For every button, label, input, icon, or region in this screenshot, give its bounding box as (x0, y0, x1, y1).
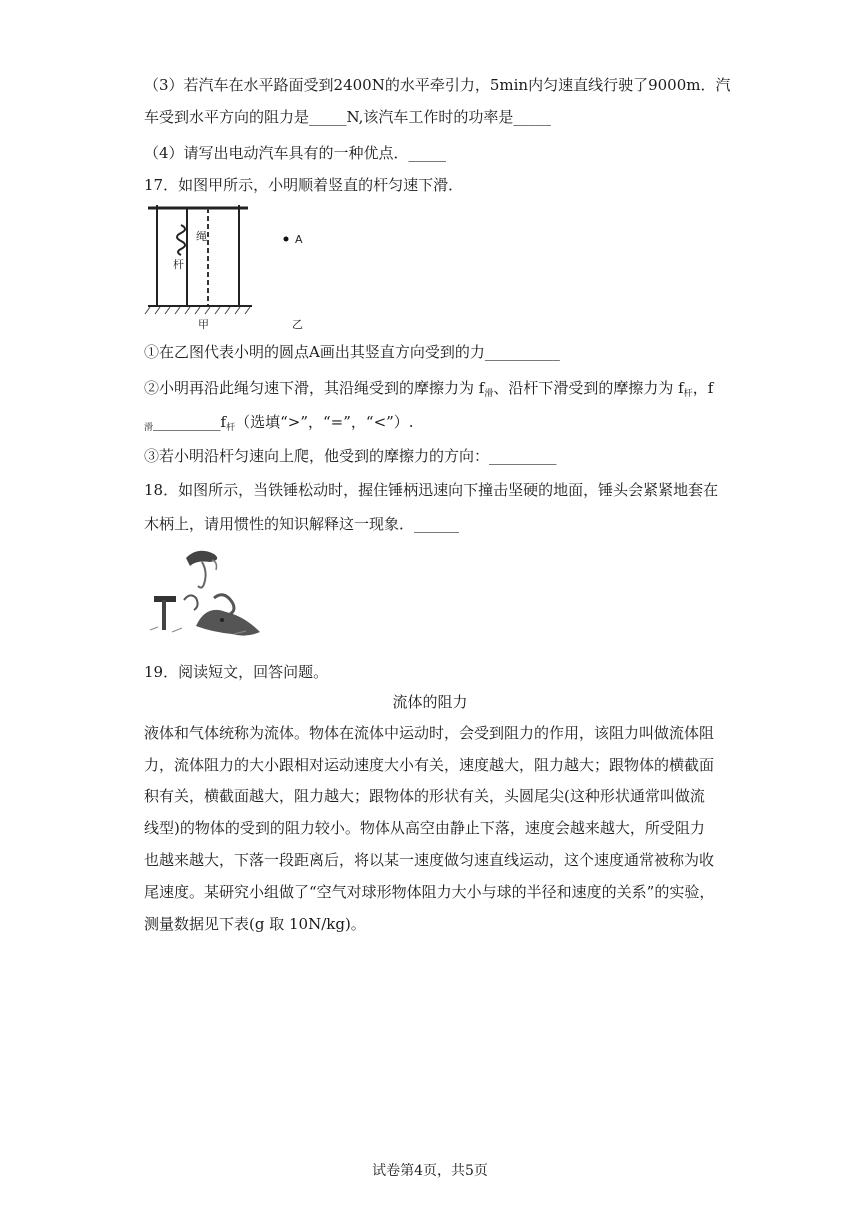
q17-sub2-text-a: ②小明再沿此绳匀速下滑，其沿绳受到的摩擦力为 f (144, 379, 485, 397)
article-line: 积有关，横截面越大，阻力越大；跟物体的形状有关，头圆尾尖(这种形状通常叫做流 (144, 787, 705, 805)
q17-sub2-line2 (144, 412, 414, 438)
q18-line1: 18．如图所示，当铁锤松动时，握住锤柄迅速向下撞击坚硬的地面，锤头会紧紧地套在 (144, 481, 719, 499)
figure-jia (145, 205, 252, 331)
q19-stem: 19．阅读短文，回答问题。 (144, 663, 329, 681)
figure-yi-caption: 乙 (292, 318, 303, 331)
q16-part3-line1: （3）若汽车在水平路面受到2400N的水平牵引力，5min内匀速直线行驶了9000m．汽 (144, 76, 731, 94)
rod-label: 杆 (173, 258, 184, 271)
q17-sub2-text-b: 、沿杆下滑受到的摩擦力为 f (493, 379, 684, 397)
article-line: 也越来越大，下落一段距离后，将以某一速度做匀速直线运动，这个速度通常被称为收 (144, 851, 715, 869)
q17-figure (144, 200, 314, 332)
q17-sub1: ①在乙图代表小明的圆点A画出其竖直方向受到的力__________ (144, 343, 560, 361)
point-a-label: A (295, 233, 303, 246)
q17-sub3: ③若小明沿杆匀速向上爬，他受到的摩擦力的方向：_________ (144, 447, 557, 465)
q16-part4: （4）请写出电动汽车具有的一种优点．_____ (144, 144, 447, 162)
point-a (284, 237, 289, 242)
q16-part3-line2: 车受到水平方向的阻力是_____N,该汽车工作时的功率是_____ (144, 108, 551, 126)
article-line: 尾速度。某研究小组做了“空气对球形物体阻力大小与球的半径和速度的关系”的实验， (144, 883, 715, 901)
subscript-gan: 杆 (683, 389, 693, 399)
figure-jia-caption: 甲 (198, 318, 209, 331)
article-line: 力，流体阻力的大小跟相对运动速度大小有关，速度越大，阻力越大；跟物体的横截面 (144, 756, 715, 774)
q17-sub2-text-e: （选填“>”，“=”，“<”）. (235, 413, 414, 431)
subscript-gan-2: 杆 (226, 423, 236, 433)
article-line: 测量数据见下表(g 取 10N/kg)。 (144, 915, 366, 933)
subscript-hua-2: 滑 (144, 423, 154, 433)
q17-sub2-line1 (144, 378, 713, 404)
q17-sub2-text-d: _________f (153, 413, 227, 431)
q17-stem: 17．如图甲所示，小明顺着竖直的杆匀速下滑． (144, 176, 464, 194)
subscript-hua: 滑 (484, 389, 494, 399)
page-footer: 试卷第4页，共5页 (372, 1163, 488, 1179)
article-line: 液体和气体统称为流体。物体在流体中运动时，会受到阻力的作用，该阻力叫做流体阻 (144, 724, 715, 742)
article-title: 流体的阻力 (392, 693, 468, 711)
hammer-illustration (144, 540, 264, 640)
rope-label: 绳 (196, 230, 207, 243)
q17-sub2-text-c: ，f (692, 379, 714, 397)
article-line: 线型)的物体的受到的阻力较小。物体从高空由静止下落，速度会越来越大，所受阻力 (144, 819, 705, 837)
q18-line2: 木柄上，请用惯性的知识解释这一现象．______ (144, 515, 460, 533)
figure-yi (284, 233, 304, 331)
